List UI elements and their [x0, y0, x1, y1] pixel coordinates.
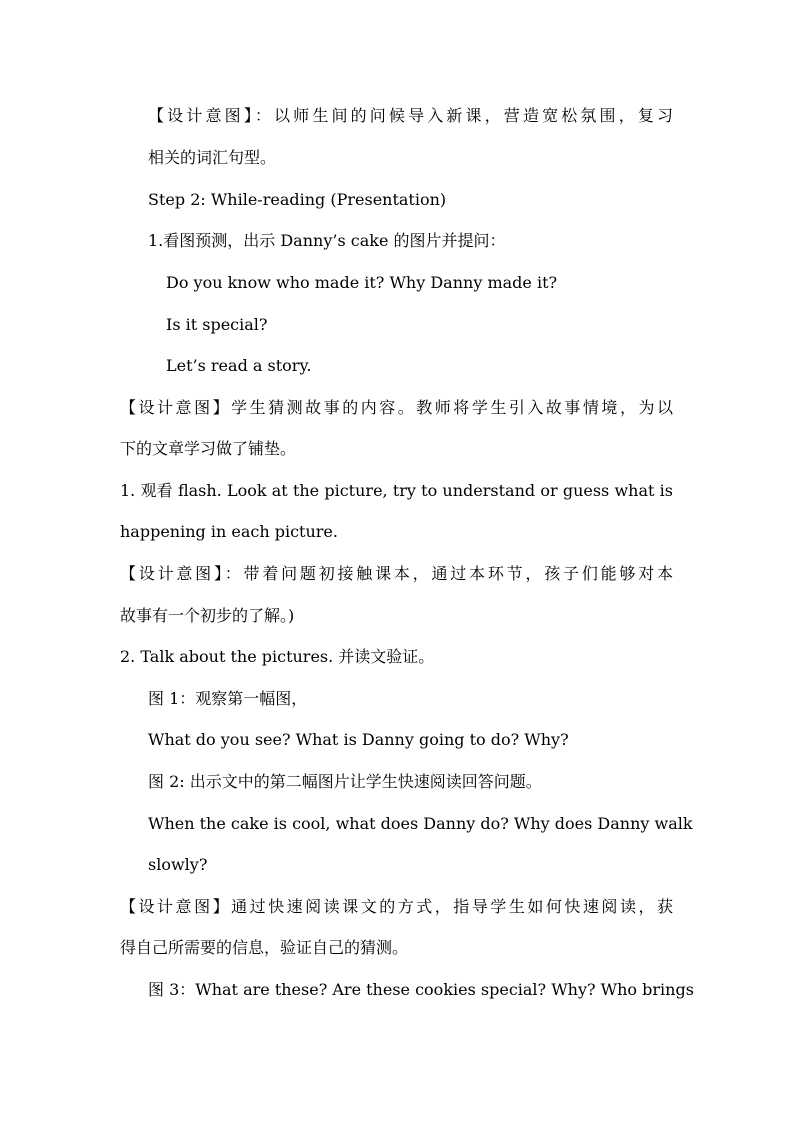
design-intent-3-line-2: 故事有一个初步的了解。)	[120, 606, 295, 625]
design-intent-1-line-1: 【设计意图】：以师生间的问候导入新课，营造宽松氛围，复习	[148, 106, 673, 125]
talk-about-pictures: 2. Talk about the pictures. 并读文验证。	[120, 647, 435, 666]
design-intent-3-line-1: 【设计意图】：带着问题初接触课本，通过本环节，孩子们能够对本	[120, 564, 673, 583]
design-intent-2-line-1: 【设计意图】学生猜测故事的内容。教师将学生引入故事情境，为以	[120, 398, 673, 417]
question-who-made-it: Do you know who made it? Why Danny made it?	[166, 273, 558, 292]
watch-flash-line-1: 1. 观看 flash. Look at the picture, try to understand or guess what is	[120, 481, 673, 500]
picture-1-label: 图 1：观察第一幅图，	[148, 689, 308, 708]
picture-3-questions: 图 3：What are these? Are these cookies special? Why? Who brings	[148, 980, 694, 999]
design-intent-4-line-1: 【设计意图】通过快速阅读课文的方式，指导学生如何快速阅读，获	[120, 897, 673, 916]
step-2-heading: Step 2: While-reading (Presentation)	[148, 190, 447, 209]
picture-2-questions-line-2: slowly?	[148, 855, 208, 874]
lets-read-story: Let’s read a story.	[166, 356, 312, 375]
picture-1-questions: What do you see? What is Danny going to do? Why?	[148, 730, 569, 749]
question-is-it-special: Is it special?	[166, 315, 268, 334]
prediction-instruction: 1.看图预测，出示 Danny’s cake 的图片并提问：	[148, 231, 506, 250]
design-intent-4-line-2: 得自己所需要的信息，验证自己的猜测。	[120, 938, 409, 957]
picture-2-label: 图 2: 出示文中的第二幅图片让学生快速阅读回答问题。	[148, 772, 542, 791]
design-intent-1-line-2: 相关的词汇句型。	[148, 148, 277, 167]
watch-flash-line-2: happening in each picture.	[120, 522, 338, 541]
picture-2-questions-line-1: When the cake is cool, what does Danny do? Why does Danny walk	[148, 814, 693, 833]
design-intent-2-line-2: 下的文章学习做了铺垫。	[120, 439, 297, 458]
